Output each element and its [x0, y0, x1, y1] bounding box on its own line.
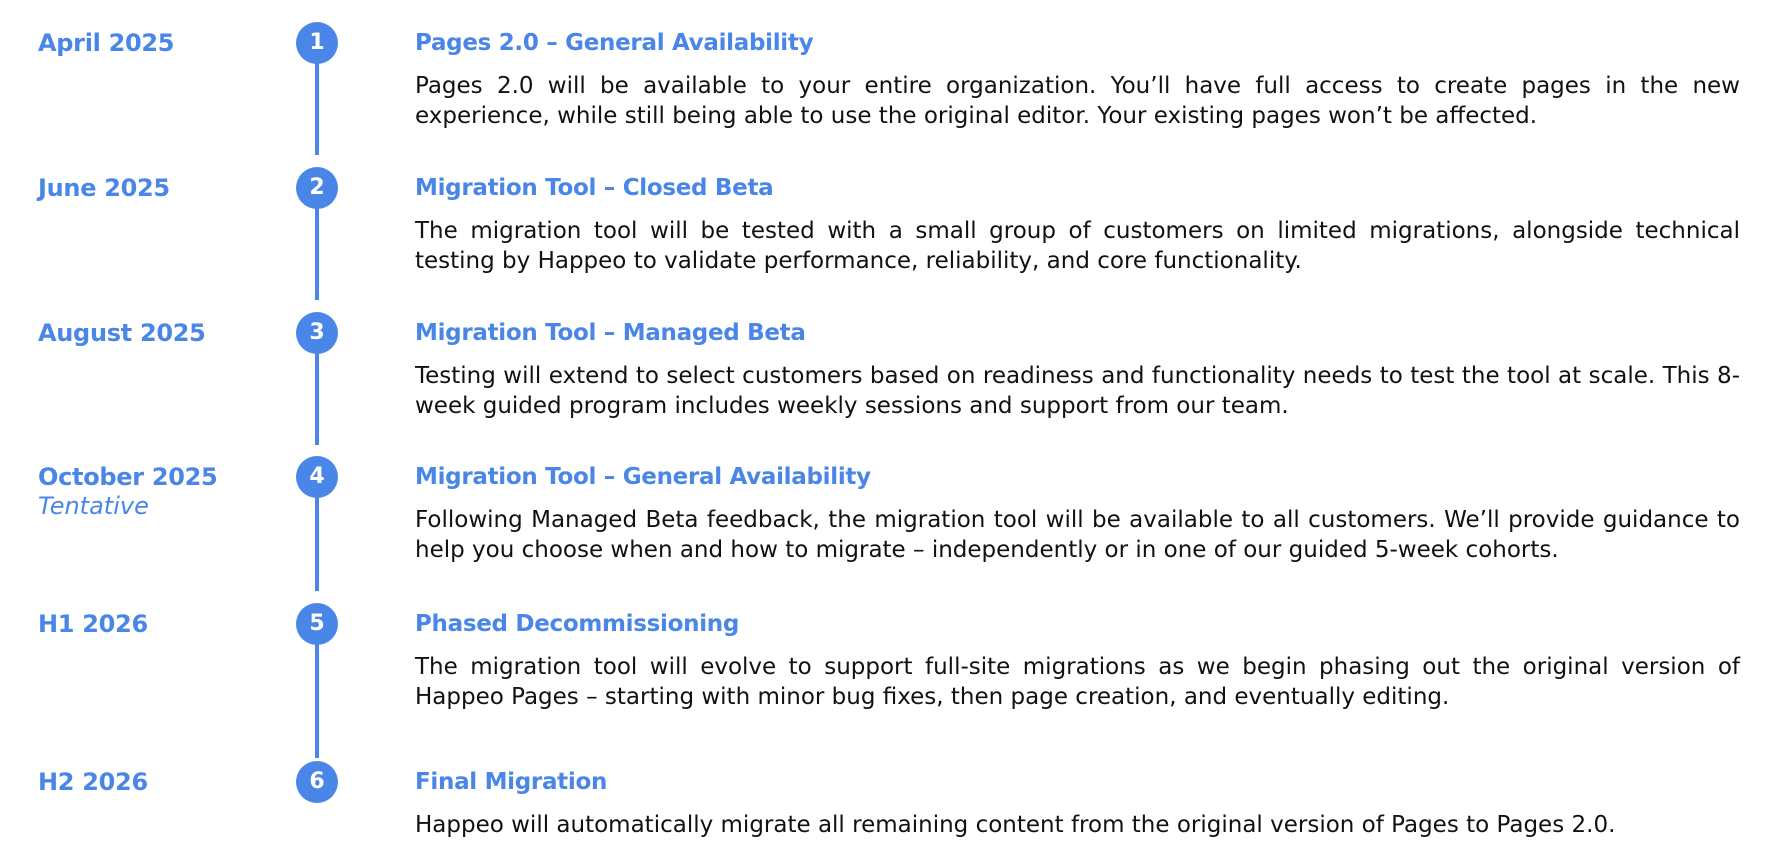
milestone-date: October 2025	[38, 463, 218, 491]
milestone-date: June 2025	[38, 174, 170, 202]
milestone-content	[415, 27, 1740, 131]
milestone-title: Migration Tool – General Availability	[415, 464, 871, 490]
milestone-description: The migration tool will be tested with a small group of customers on limited migrations, alongside technical testing by Happeo to validate performance, reliability, and core functionality.	[415, 218, 1740, 274]
milestone-content	[415, 608, 1740, 712]
milestone-date: April 2025	[38, 29, 175, 57]
milestone-title: Pages 2.0 – General Availability	[415, 30, 814, 56]
milestone-date-block	[38, 27, 278, 59]
milestone-title: Migration Tool – Closed Beta	[415, 175, 774, 201]
milestone-date-block	[38, 766, 278, 798]
milestone-description: The migration tool will evolve to support full-site migrations as we begin phasing out the original version of Happeo Pages – starting with minor bug fixes, then page creation, and eventually editing.	[415, 654, 1740, 710]
step-number-badge: 2	[296, 167, 338, 209]
milestone-title: Final Migration	[415, 769, 608, 795]
milestone-title: Phased Decommissioning	[415, 611, 740, 637]
timeline-connector	[315, 353, 319, 445]
milestone-date-block	[38, 608, 278, 640]
milestone-description: Happeo will automatically migrate all remaining content from the original version of Pages to Pages 2.0.	[415, 812, 1616, 838]
step-number-badge: 4	[296, 456, 338, 498]
timeline-connector	[315, 497, 319, 591]
milestone-date-block	[38, 461, 278, 519]
step-number-badge: 6	[296, 761, 338, 803]
milestone-content	[415, 172, 1740, 276]
milestone-description: Pages 2.0 will be available to your entire organization. You’ll have full access to create pages in the new experience, while still being able to use the original editor. Your existing pages won’t be affected.	[415, 73, 1740, 129]
milestone-content	[415, 766, 1740, 840]
milestone-date-block	[38, 317, 278, 349]
milestone-date-block	[38, 172, 278, 204]
milestone-date: H2 2026	[38, 768, 148, 796]
milestone-tentative-note: Tentative	[38, 492, 149, 520]
timeline-connector	[315, 208, 319, 300]
step-number-badge: 1	[296, 22, 338, 64]
timeline-connector	[315, 644, 319, 758]
milestone-title: Migration Tool – Managed Beta	[415, 320, 806, 346]
step-number-badge: 3	[296, 312, 338, 354]
milestone-content	[415, 461, 1740, 565]
milestone-content	[415, 317, 1740, 421]
milestone-description: Testing will extend to select customers based on readiness and functionality needs to test the tool at scale. This 8-week guided program includes weekly sessions and support from our team.	[415, 363, 1740, 419]
milestone-date: H1 2026	[38, 610, 148, 638]
milestone-description: Following Managed Beta feedback, the migration tool will be available to all customers. We’ll provide guidance to help you choose when and how to migrate – independently or in one of our guided 5-week cohorts.	[415, 507, 1740, 563]
milestone-date: August 2025	[38, 319, 206, 347]
step-number-badge: 5	[296, 603, 338, 645]
timeline-connector	[315, 63, 319, 155]
